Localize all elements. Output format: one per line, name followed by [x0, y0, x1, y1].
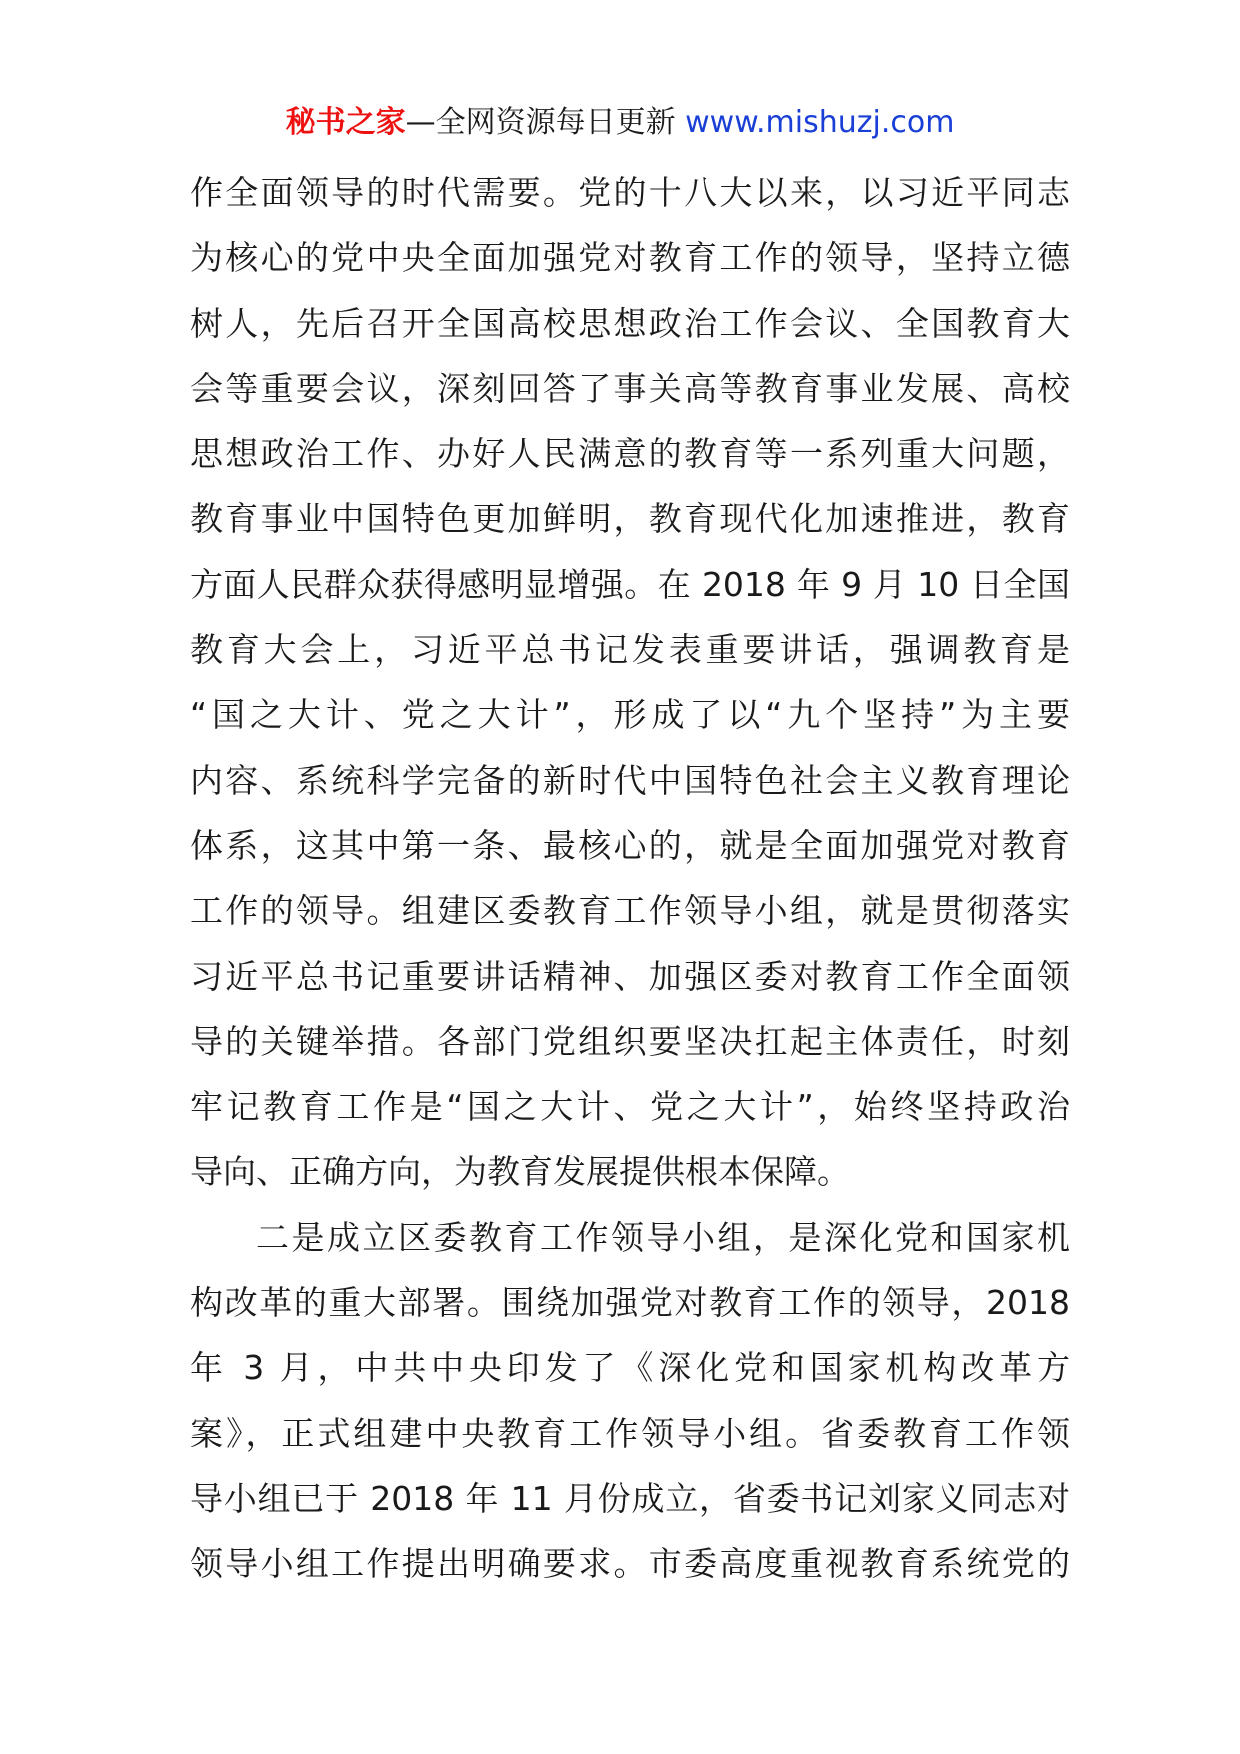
text-line: 领导小组工作提出明确要求。市委高度重视教育系统党的: [190, 1544, 1070, 1584]
text-line: 导小组已于 2018 年 11 月份成立，省委书记刘家义同志对: [190, 1478, 1070, 1518]
document-body: [190, 160, 1070, 1597]
text-line: 思想政治工作、办好人民满意的教育等一系列重大问题，: [190, 434, 1070, 474]
text-line: 教育大会上，习近平总书记发表重要讲话，强调教育是: [190, 630, 1070, 670]
text-line: “国之大计、党之大计”，形成了以“九个坚持”为主要: [190, 695, 1070, 735]
page-header: [0, 103, 1240, 143]
text-line: 构改革的重大部署。围绕加强党对教育工作的领导，2018: [190, 1283, 1070, 1323]
text-line: 导的关键举措。各部门党组织要坚决扛起主体责任，时刻: [190, 1021, 1070, 1061]
text-line: 方面人民群众获得感明显增强。在 2018 年 9 月 10 日全国: [190, 564, 1070, 604]
text-line: 习近平总书记重要讲话精神、加强区委对教育工作全面领: [190, 956, 1070, 996]
header-tagline: —全网资源每日更新: [405, 105, 676, 140]
paragraph-1: [190, 160, 1070, 1205]
text-line: 内容、系统科学完备的新时代中国特色社会主义教育理论: [190, 760, 1070, 800]
text-line: 体系，这其中第一条、最核心的，就是全面加强党对教育: [190, 825, 1070, 865]
text-line: 作全面领导的时代需要。党的十八大以来，以习近平同志: [190, 173, 1070, 212]
text-line: 为核心的党中央全面加强党对教育工作的领导，坚持立德: [190, 238, 1070, 278]
text-line: 牢记教育工作是“国之大计、党之大计”，始终坚持政治: [190, 1087, 1070, 1127]
text-line: 教育事业中国特色更加鲜明，教育现代化加速推进，教育: [190, 499, 1070, 539]
text-line: 树人，先后召开全国高校思想政治工作会议、全国教育大: [190, 303, 1070, 343]
text-line: 二是成立区委教育工作领导小组，是深化党和国家机: [256, 1217, 1070, 1257]
text-line: 会等重要会议，深刻回答了事关高等教育事业发展、高校: [190, 368, 1070, 408]
site-url[interactable]: www.mishuzj.com: [685, 105, 955, 140]
text-line: 年 3 月，中共中央印发了《深化党和国家机构改革方: [190, 1348, 1070, 1388]
brand-name: 秘书之家: [285, 105, 406, 140]
text-line: 工作的领导。组建区委教育工作领导小组，就是贯彻落实: [190, 891, 1070, 931]
text-line: 导向、正确方向，为教育发展提供根本保障。: [190, 1152, 850, 1192]
text-line: 案》，正式组建中央教育工作领导小组。省委教育工作领: [190, 1413, 1070, 1453]
paragraph-2: [190, 1205, 1070, 1597]
